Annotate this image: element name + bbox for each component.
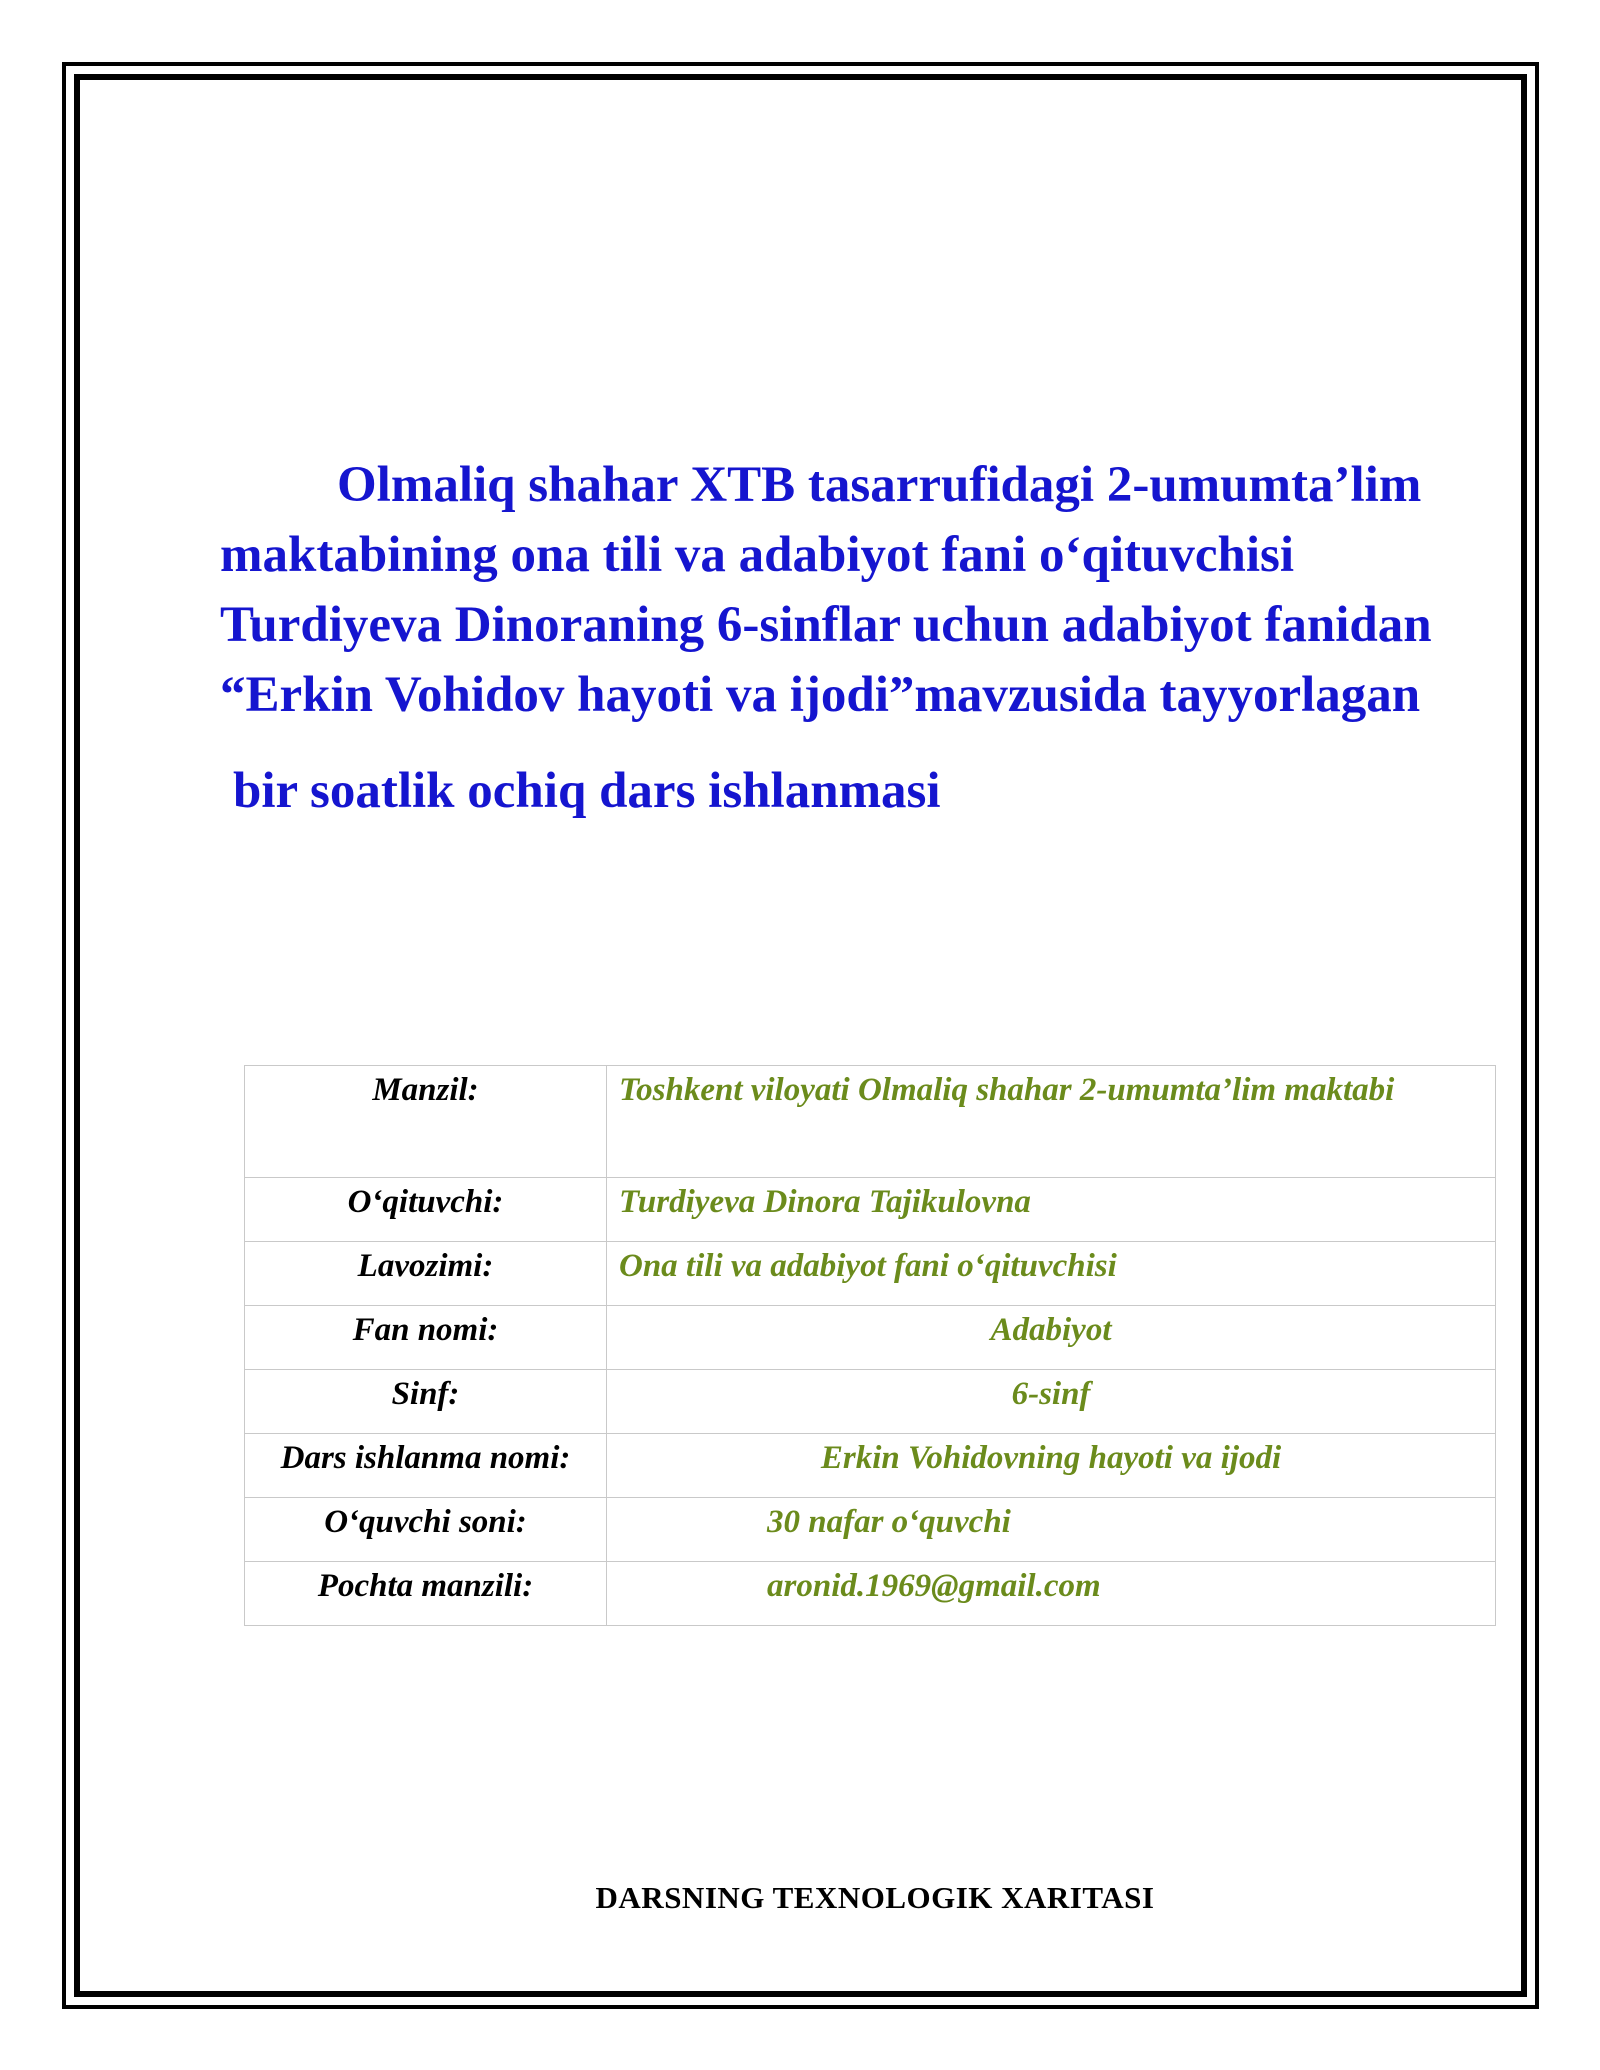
title-line-2: maktabining ona tili va adabiyot fani o‘qituvchisi — [220, 527, 1295, 583]
table-row-teacher — [245, 1178, 1496, 1242]
value-grade: 6-sinf — [607, 1370, 1496, 1434]
table-row-address — [245, 1066, 1496, 1178]
label-subject: Fan nomi: — [245, 1306, 607, 1370]
value-address: Toshkent viloyati Olmaliq shahar 2-umumta’lim maktabi — [607, 1066, 1496, 1178]
lesson-info-table — [244, 1065, 1496, 1626]
label-grade: Sinf: — [245, 1370, 607, 1434]
table-row-email — [245, 1562, 1496, 1626]
label-email: Pochta manzili: — [245, 1562, 607, 1626]
table-row-subject — [245, 1306, 1496, 1370]
value-student-count: 30 nafar o‘quvchi — [607, 1498, 1496, 1562]
table-row-student-count — [245, 1498, 1496, 1562]
label-student-count: O‘quvchi soni: — [245, 1498, 607, 1562]
value-position: Ona tili va adabiyot fani o‘qituvchisi — [607, 1242, 1496, 1306]
label-address: Manzil: — [245, 1066, 607, 1178]
value-lesson-name: Erkin Vohidovning hayoti va ijodi — [607, 1434, 1496, 1498]
title-line-1: Olmaliq shahar XTB tasarrufidagi 2-umumta’lim — [337, 457, 1422, 513]
document-title — [220, 450, 1470, 826]
value-teacher: Turdiyeva Dinora Tajikulovna — [607, 1178, 1496, 1242]
label-position: Lavozimi: — [245, 1242, 607, 1306]
value-subject: Adabiyot — [607, 1306, 1496, 1370]
table-row-lesson-name — [245, 1434, 1496, 1498]
title-line-3: Turdiyeva Dinoraning 6-sinflar uchun adabiyot fanidan — [220, 597, 1432, 653]
section-heading: DARSNING TEXNOLOGIK XARITASI — [595, 1880, 1155, 1915]
page-border-inner — [74, 74, 1527, 1997]
value-email: aronid.1969@gmail.com — [607, 1562, 1496, 1626]
label-lesson-name: Dars ishlanma nomi: — [245, 1434, 607, 1498]
title-line-5: bir soatlik ochiq dars ishlanmasi — [233, 763, 941, 819]
label-teacher: O‘qituvchi: — [245, 1178, 607, 1242]
title-line-4: “Erkin Vohidov hayoti va ijodi”mavzusida tayyorlagan — [220, 667, 1421, 723]
table-row-grade — [245, 1370, 1496, 1434]
table-row-position — [245, 1242, 1496, 1306]
